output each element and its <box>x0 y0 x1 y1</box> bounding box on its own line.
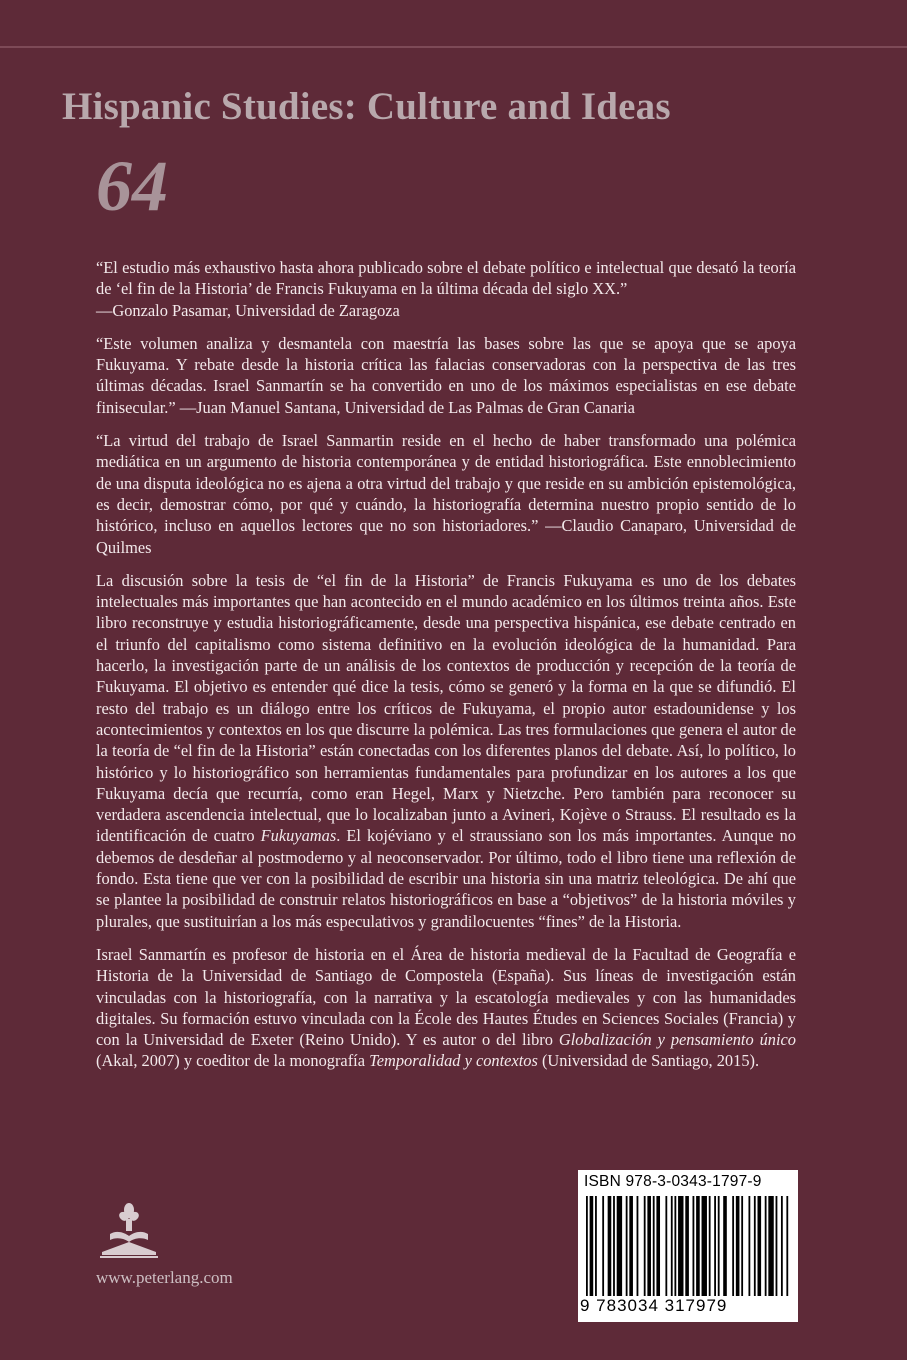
barcode <box>586 1196 790 1296</box>
blurb-2-attribution: —Juan Manuel Santana, Universidad de Las Palmas de Gran Canaria <box>175 397 635 417</box>
barcode-bar <box>709 1196 711 1296</box>
barcode-bar <box>613 1196 615 1296</box>
bio-part-3: (Universidad de Santiago, 2015). <box>537 1051 760 1071</box>
barcode-bar <box>696 1196 700 1296</box>
blurb-1 <box>96 257 796 321</box>
barcode-bar <box>678 1196 683 1296</box>
description-italic: Fukuyamas <box>260 826 337 846</box>
barcode-bar <box>732 1196 734 1296</box>
blurb-3-text: “La virtud del trabajo de Israel Sanmartin reside en el hecho de haber transformado una polémica mediática en un argumento de historia contemporánea y de entidad historiográfica. Este ennoblecimiento de una disputa ideológica no es ajena a otra virtud del trabajo y que reside en su ambición epistemológica, es decir, demostrar cómo, por qué y cuándo, la historiografía determina nuestro propio sentido de lo histórico, incluso en aquellos lectores que no son historiadores.” <box>96 431 796 536</box>
description-part-2: . El kojéviano y el straussiano son los más importantes. Aunque no debemos de desdeñar al postmoderno y al neoconservador. Por último, todo el libro tiene una reflexión de fondo. Esta tiene que ver con la posibilidad de escribir una historia sin una matriz teleológica. De ahí que se plantee la posibilidad de construir relatos historiográficos en base a “objetivos” de la historia móviles y plurales, que sustituirían a los más especulativos y grandilocuentes “fines” de la Historia. <box>96 826 796 931</box>
blurb-1-attribution: —Gonzalo Pasamar, Universidad de Zaragoza <box>96 300 400 320</box>
bio-book-1: Globalización y pensamiento único <box>558 1030 796 1050</box>
barcode-bar <box>685 1196 689 1296</box>
volume-number: 64 <box>96 146 168 226</box>
bio-book-2: Temporalidad y contextos <box>369 1051 538 1071</box>
top-divider <box>0 46 907 48</box>
barcode-bar <box>714 1196 716 1296</box>
peter-lang-logo-icon <box>96 1200 162 1260</box>
book-description <box>96 570 796 932</box>
barcode-bar <box>736 1196 740 1296</box>
barcode-bar <box>718 1196 720 1296</box>
barcode-bar <box>723 1196 727 1296</box>
barcode-bar <box>765 1196 767 1296</box>
barcode-bar <box>637 1196 639 1296</box>
barcode-bar <box>693 1196 695 1296</box>
barcode-bar <box>758 1196 762 1296</box>
bio-part-1: Israel Sanmartín es profesor de historia en el Área de historia medieval de la Facultad de Geografía e Historia de la Universidad de Santiago de Compostela (España). Sus líneas de investigación están vinculadas con la historiografía, con la narrativa y la escatología medievales y con las humanidades digitales. Su formación estuvo vinculada con la École des Hautes Études en Sciences Sociales (Francia) y con la Universidad de Exeter (Reino Unido). Y es autor o del libro <box>96 944 796 1050</box>
barcode-bar <box>665 1196 667 1296</box>
barcode-bar <box>653 1196 655 1296</box>
barcode-bar <box>647 1196 651 1296</box>
barcode-bar <box>626 1196 628 1296</box>
blurb-3-attribution: —Claudio Canaparo, Universidad de Quilmes <box>96 516 796 557</box>
publisher-url: www.peterlang.com <box>96 1268 233 1287</box>
barcode-bar <box>590 1196 594 1296</box>
barcode-bar <box>741 1196 743 1296</box>
isbn-barcode-box <box>578 1170 798 1322</box>
barcode-bar <box>754 1196 756 1296</box>
description-part-1: La discusión sobre la tesis de “el fin de la Historia” de Francis Fukuyama es uno de los debates intelectuales más importantes que han acontecido en el mundo académico en los últimos treinta años. Este libro reconstruye y estudia historiográficamente, desde una perspectiva hispánica, ese debate centrado en el triunfo del capitalismo como sistema definitivo en la evolución ideológica de la humanidad. Para hacerlo, la investigación parte de un análisis de los contextos de producción y recepción de la teoría de Fukuyama. El objetivo es entender qué dice la tesis, cómo se generó y la forma en la que se difundió. El resto del trabajo es un diálogo entre los críticos de Fukuyama, el propio autor estadounidense y los acontecimientos y contextos en los que discurre la polémica. Las tres formulaciones que genera el autor de la teoría de “el fin de la Historia” están conectadas con los diferentes planos del debate. Así, lo político, lo histórico y lo historiográfico son herramientas fundamentales para profundizar en los autores a los que Fukuyama decía que recurría, como eran Hegel, Marx y Nietzche. Pero también para reconocer su verdadera ascendencia intelectual, que lo localizaban junto a Avineri, Kojève o Strauss. El resultado es la identificación de cuatro <box>96 570 796 846</box>
barcode-bar <box>602 1196 604 1296</box>
barcode-bar <box>644 1196 646 1296</box>
barcode-bar <box>748 1196 750 1296</box>
isbn-label: ISBN 978-3-0343-1797-9 <box>584 1173 762 1190</box>
blurb-2 <box>96 333 796 418</box>
barcode-bar <box>776 1196 778 1296</box>
barcode-bar <box>656 1196 660 1296</box>
blurb-3 <box>96 430 796 558</box>
barcode-bar <box>586 1196 588 1296</box>
barcode-bar <box>768 1196 773 1296</box>
blurb-2-text: “Este volumen analiza y desmantela con maestría las bases sobre las que se apoya que se apoya Fukuyama. Y rebate desde la historia crítica las falacias conservadoras con la perspectiva de las tres últimas décadas. Israel Sanmartín se ha convertido en uno de los máximos especialistas en ese debate finisecular.” <box>96 333 796 417</box>
barcode-bar <box>608 1196 612 1296</box>
bio-part-2: (Akal, 2007) y coeditor de la monografía <box>96 1051 370 1071</box>
barcode-bar <box>595 1196 597 1296</box>
barcode-bar <box>674 1196 676 1296</box>
cover-text <box>96 257 796 1084</box>
barcode-bar <box>671 1196 673 1296</box>
author-bio <box>96 944 796 1072</box>
barcode-bar <box>617 1196 622 1296</box>
series-title: Hispanic Studies: Culture and Ideas <box>62 85 671 128</box>
isbn-digits: 9 783034 317979 <box>580 1296 728 1315</box>
barcode-bar <box>781 1196 783 1296</box>
blurb-1-text: “El estudio más exhaustivo hasta ahora publicado sobre el debate político e intelectual que desató la teoría de ‘el fin de la Historia’ de Francis Fukuyama en la última década del siglo XX.” <box>96 258 796 299</box>
barcode-bar <box>629 1196 633 1296</box>
barcode-bar <box>786 1196 788 1296</box>
barcode-bar <box>702 1196 707 1296</box>
